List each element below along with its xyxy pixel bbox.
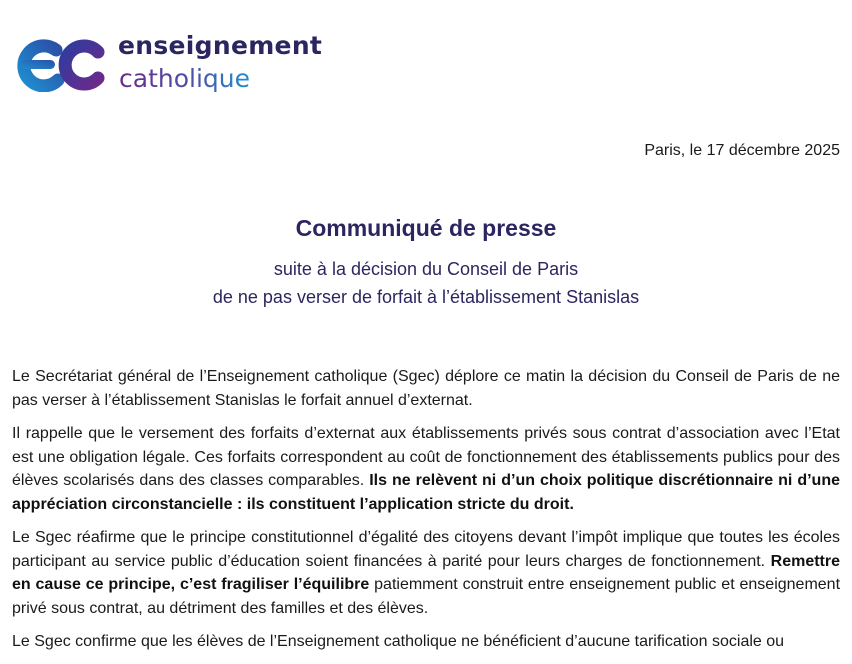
paragraph-3-text-end: patiemment construit entre enseignement public et enseignement privé sous contrat, au détriment des familles et des élèves. (12, 576, 841, 617)
paragraph-1 (12, 365, 840, 412)
ec-monogram-logo (12, 38, 108, 92)
press-release-body (12, 365, 840, 664)
paragraph-3-text: Le Sgec réafirme que le principe constitutionnel d’égalité des citoyens devant l’impôt implique que toutes les écoles participant au service public d’éducation soient financées à parité pour leurs charges de fonctionnement. (12, 529, 840, 570)
paragraph-1-text: Le Secrétariat général de l’Enseignement catholique (Sgec) déplore ce matin la décision du Conseil de Paris de ne pas verser à l’établissement Stanislas le forfait annuel d’externat. (12, 368, 840, 409)
subtitle-line-1: suite à la décision du Conseil de Paris (273, 259, 579, 279)
document-date: Paris, le 17 décembre 2025 (644, 142, 840, 159)
brand-name-catholique: catholique (119, 64, 250, 93)
subtitle-line-2: de ne pas verser de forfait à l’établissement Stanislas (212, 287, 640, 307)
paragraph-2-text: Il rappelle que le versement des forfaits d’externat aux établissements privés sous contrat d’association avec l’Etat est une obligation légale. Ces forfaits correspondent au coût de fonctionnement des établissements publics pour des élèves scolarisés dans des classes comparables. (12, 425, 840, 489)
paragraph-4-text: Le Sgec confirme que les élèves de l’Enseignement catholique ne bénéficient d’aucune tarification sociale ou (12, 633, 785, 650)
paragraph-4 (12, 630, 840, 654)
paragraph-2 (12, 422, 840, 516)
paragraph-2-bold: Ils ne relèvent ni d’un choix politique discrétionnaire ni d’une appréciation circonstancielle : ils constituent l’application stricte du droit. (12, 472, 840, 513)
paragraph-3 (12, 526, 840, 620)
page-title: Communiqué de presse (295, 215, 557, 241)
brand-name-enseignement: enseignement (118, 31, 323, 60)
paragraph-3-bold: Remettre en cause ce principe, c’est fragiliser l’équilibre (12, 552, 840, 593)
brand-logo (12, 30, 332, 102)
